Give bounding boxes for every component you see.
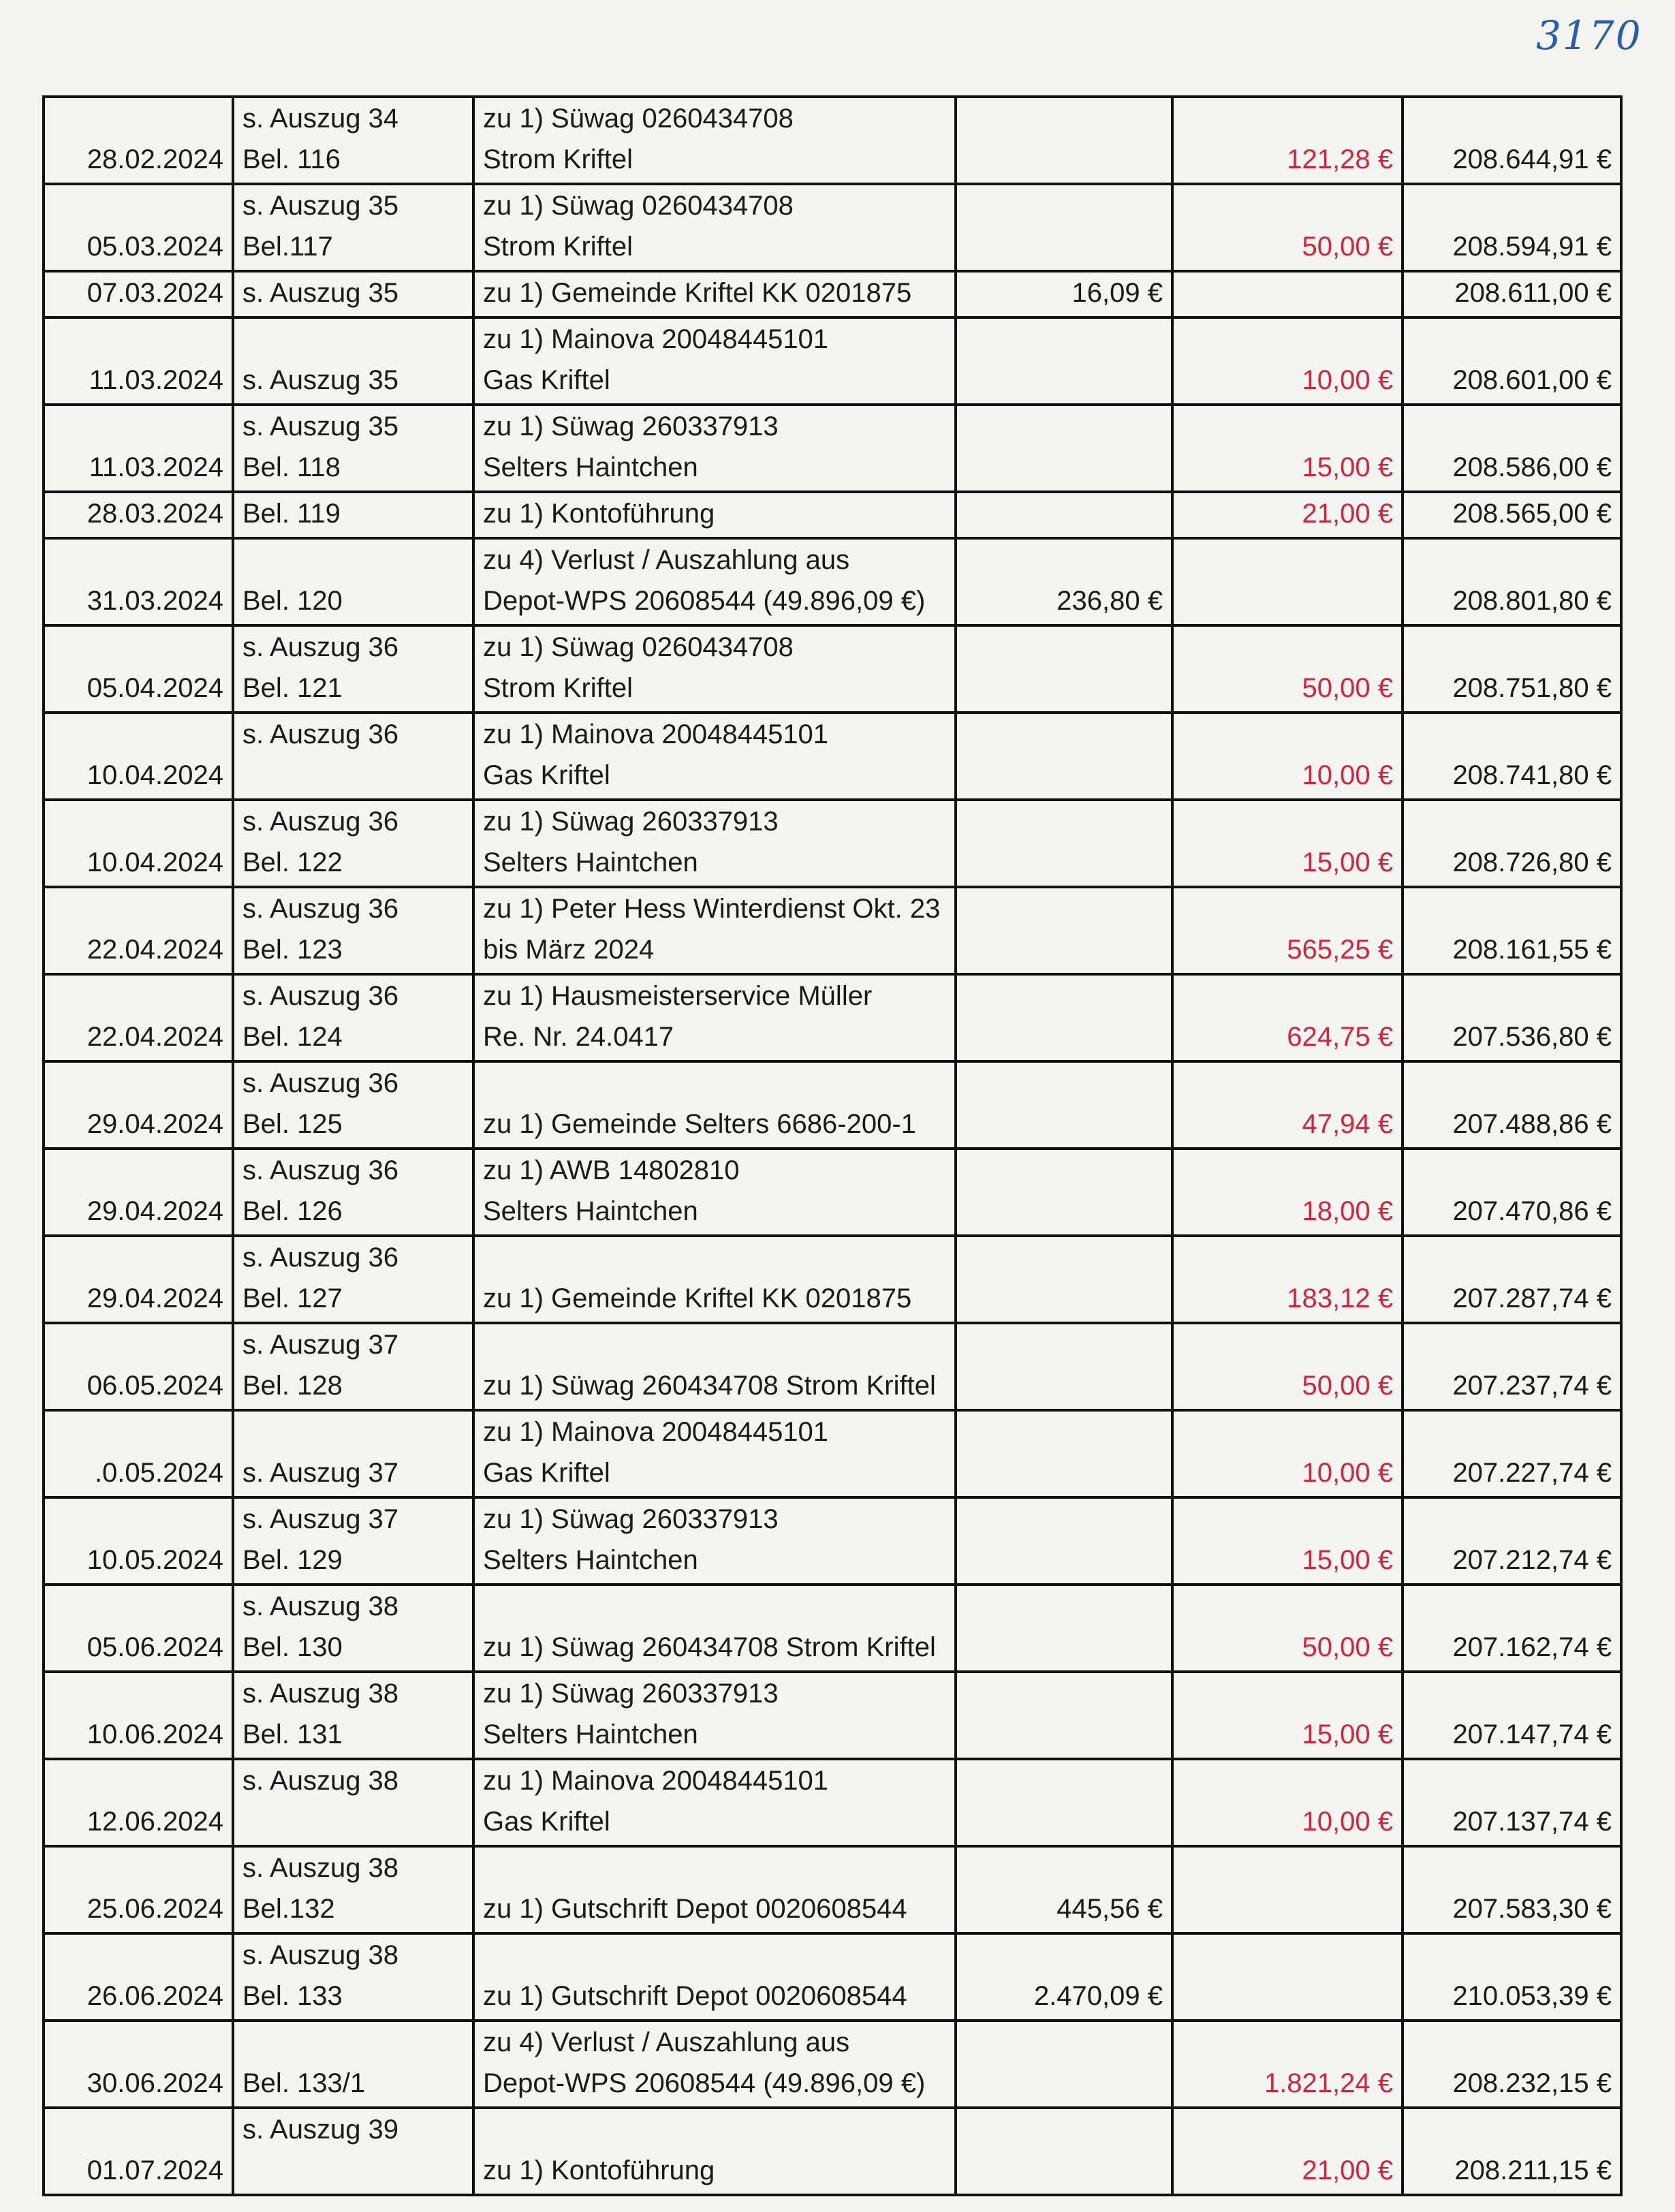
reference-cell [233,2021,473,2108]
outgoing-amount-cell: 15,00 € [1172,1497,1403,1585]
reference-cell-line: s. Auszug 35 [242,411,399,441]
reference-cell [233,887,473,974]
description-cell [473,492,956,538]
balance-cell: 207.212,74 € [1403,1497,1621,1585]
outgoing-amount-cell: 15,00 € [1172,405,1403,492]
incoming-amount-cell [956,1759,1172,1846]
reference-cell [233,1236,473,1323]
reference-cell [233,1061,473,1149]
description-cell-line: zu 1) Mainova 20048445101 [483,1766,829,1796]
balance-cell: 208.801,80 € [1403,538,1621,625]
reference-cell-line: Bel. 123 [242,935,343,965]
balance-cell: 208.211,15 € [1403,2108,1621,2195]
description-cell-line: zu 1) Süwag 260337913 [483,1679,779,1709]
description-cell [473,1846,956,1933]
reference-cell-line [242,2022,464,2063]
ledger-row [44,974,1621,1061]
date-cell: 06.05.2024 [44,1323,233,1410]
reference-cell-line: s. Auszug 36 [242,719,399,749]
description-cell [473,538,956,625]
date-cell: 05.03.2024 [44,184,233,271]
description-cell-line: zu 1) Gemeinde Selters 6686-200-1 [483,1109,916,1139]
ledger-row [44,317,1621,405]
incoming-amount-cell [956,317,1172,405]
description-cell [473,1672,956,1759]
reference-cell [233,538,473,625]
date-cell: 29.04.2024 [44,1236,233,1323]
reference-cell-line: s. Auszug 38 [242,1766,399,1796]
balance-cell: 207.147,74 € [1403,1672,1621,1759]
reference-cell-line: s. Auszug 37 [242,1504,399,1534]
ledger-row [44,1846,1621,1933]
reference-cell-line: Bel. 120 [242,586,343,616]
balance-cell: 208.565,00 € [1403,492,1621,538]
balance-cell: 208.611,00 € [1403,271,1621,317]
ledger-row [44,625,1621,713]
balance-cell: 207.287,74 € [1403,1236,1621,1323]
description-cell-line: zu 1) Süwag 0260434708 [483,104,794,134]
reference-cell-line: Bel. 129 [242,1545,343,1575]
outgoing-amount-cell [1172,271,1403,317]
balance-cell: 208.586,00 € [1403,405,1621,492]
outgoing-amount-cell: 10,00 € [1172,317,1403,405]
incoming-amount-cell: 2.470,09 € [956,1933,1172,2021]
reference-cell-line: Bel. 125 [242,1109,343,1139]
reference-cell [233,492,473,538]
description-cell [473,1236,956,1323]
reference-cell [233,271,473,317]
ledger-row [44,713,1621,800]
balance-cell: 208.161,55 € [1403,887,1621,974]
date-cell: 07.03.2024 [44,271,233,317]
reference-cell-line: s. Auszug 36 [242,894,399,924]
ledger-row [44,1410,1621,1497]
description-cell-line: zu 1) Kontoführung [483,499,715,529]
date-cell: 05.06.2024 [44,1585,233,1672]
reference-cell [233,1497,473,1585]
reference-cell-line: s. Auszug 38 [242,1853,399,1883]
description-cell-line [483,1848,946,1888]
reference-cell [233,97,473,184]
outgoing-amount-cell: 565,25 € [1172,887,1403,974]
description-cell-line: zu 1) Süwag 260337913 [483,807,779,837]
outgoing-amount-cell: 15,00 € [1172,1672,1403,1759]
outgoing-amount-cell: 1.821,24 € [1172,2021,1403,2108]
description-cell [473,184,956,271]
description-cell [473,1323,956,1410]
outgoing-amount-cell: 50,00 € [1172,1585,1403,1672]
description-cell [473,1410,956,1497]
reference-cell [233,1323,473,1410]
reference-cell-line: s. Auszug 35 [242,278,399,308]
outgoing-amount-cell: 18,00 € [1172,1149,1403,1236]
date-cell: 29.04.2024 [44,1149,233,1236]
reference-cell-line [242,2150,464,2191]
ledger-row [44,887,1621,974]
incoming-amount-cell [956,1585,1172,1672]
outgoing-amount-cell: 47,94 € [1172,1061,1403,1149]
reference-cell-line: Bel. 124 [242,1022,343,1052]
date-cell: 29.04.2024 [44,1061,233,1149]
description-cell-line: Selters Haintchen [483,1719,698,1749]
description-cell-line: zu 1) Gemeinde Kriftel KK 0201875 [483,278,912,308]
reference-cell-line: Bel. 121 [242,673,343,703]
date-cell: 30.06.2024 [44,2021,233,2108]
description-cell-line: zu 1) Kontoführung [483,2155,715,2185]
reference-cell [233,184,473,271]
ledger-row [44,405,1621,492]
description-cell [473,97,956,184]
description-cell-line: zu 1) Mainova 20048445101 [483,719,829,749]
balance-cell: 207.488,86 € [1403,1061,1621,1149]
balance-cell: 208.741,80 € [1403,713,1621,800]
reference-cell [233,800,473,887]
reference-cell [233,405,473,492]
reference-cell-line: Bel. 118 [242,452,341,482]
description-cell-line [483,2109,946,2150]
reference-cell-line [242,1412,464,1452]
balance-cell: 208.751,80 € [1403,625,1621,713]
date-cell: 26.06.2024 [44,1933,233,2021]
description-cell-line: Gas Kriftel [483,1807,610,1837]
reference-cell-line [242,540,464,580]
description-cell-line: Strom Kriftel [483,144,633,174]
description-cell-line: zu 1) Süwag 0260434708 [483,191,794,221]
outgoing-amount-cell: 121,28 € [1172,97,1403,184]
description-cell [473,1061,956,1149]
balance-cell: 207.583,30 € [1403,1846,1621,1933]
reference-cell-line: s. Auszug 36 [242,1068,399,1098]
date-cell: 22.04.2024 [44,974,233,1061]
description-cell-line: Selters Haintchen [483,452,698,482]
balance-cell: 210.053,39 € [1403,1933,1621,2021]
description-cell-line: Gas Kriftel [483,760,610,790]
incoming-amount-cell: 16,09 € [956,271,1172,317]
reference-cell [233,1149,473,1236]
reference-cell-line: s. Auszug 38 [242,1679,399,1709]
balance-cell: 207.237,74 € [1403,1323,1621,1410]
outgoing-amount-cell: 10,00 € [1172,1759,1403,1846]
description-cell [473,1149,956,1236]
reference-cell [233,1759,473,1846]
reference-cell-line: s. Auszug 36 [242,632,399,662]
reference-cell-line: s. Auszug 36 [242,1155,399,1185]
incoming-amount-cell [956,1497,1172,1585]
date-cell: .0.05.2024 [44,1410,233,1497]
date-cell: 28.03.2024 [44,492,233,538]
balance-cell: 207.162,74 € [1403,1585,1621,1672]
ledger-row [44,538,1621,625]
reference-cell-line: Bel.117 [242,232,333,262]
incoming-amount-cell [956,2108,1172,2195]
description-cell [473,2021,956,2108]
reference-cell [233,1672,473,1759]
description-cell [473,1759,956,1846]
reference-cell-line [242,755,464,796]
description-cell-line: Selters Haintchen [483,1545,698,1575]
description-cell-line: zu 1) AWB 14802810 [483,1155,740,1185]
page-number: 3170 [1536,12,1642,59]
reference-cell-line [242,1801,464,1842]
description-cell [473,887,956,974]
outgoing-amount-cell [1172,538,1403,625]
date-cell: 22.04.2024 [44,887,233,974]
description-cell [473,271,956,317]
balance-cell: 208.644,91 € [1403,97,1621,184]
description-cell-line: Strom Kriftel [483,673,633,703]
reference-cell-line: Bel. 128 [242,1371,343,1401]
reference-cell-line: Bel. 122 [242,847,343,877]
ledger-table [42,95,1623,2196]
outgoing-amount-cell: 50,00 € [1172,625,1403,713]
ledger-row [44,97,1621,184]
description-cell-line: Selters Haintchen [483,1196,698,1226]
description-cell-line: zu 1) Mainova 20048445101 [483,1417,829,1447]
description-cell-line: Depot-WPS 20608544 (49.896,09 €) [483,586,926,616]
description-cell [473,405,956,492]
date-cell: 28.02.2024 [44,97,233,184]
description-cell-line [483,1324,946,1365]
outgoing-amount-cell [1172,1933,1403,2021]
reference-cell [233,1585,473,1672]
reference-cell [233,317,473,405]
incoming-amount-cell [956,97,1172,184]
description-cell-line: zu 4) Verlust / Auszahlung aus [483,545,850,575]
description-cell-line: zu 1) Süwag 260337913 [483,1504,779,1534]
reference-cell-line: Bel. 131 [242,1719,343,1749]
balance-cell: 208.594,91 € [1403,184,1621,271]
reference-cell [233,1410,473,1497]
description-cell [473,800,956,887]
ledger-row [44,1236,1621,1323]
balance-cell: 208.726,80 € [1403,800,1621,887]
description-cell-line: zu 1) Peter Hess Winterdienst Okt. 23 [483,894,941,924]
ledger-row [44,1323,1621,1410]
reference-cell [233,1933,473,2021]
outgoing-amount-cell [1172,1846,1403,1933]
date-cell: 12.06.2024 [44,1759,233,1846]
ledger-row [44,1933,1621,2021]
description-cell-line: Selters Haintchen [483,847,698,877]
date-cell: 25.06.2024 [44,1846,233,1933]
description-cell-line [483,1237,946,1278]
incoming-amount-cell [956,1236,1172,1323]
reference-cell-line: Bel. 126 [242,1196,343,1226]
description-cell-line: Re. Nr. 24.0417 [483,1022,674,1052]
reference-cell-line: Bel. 133/1 [242,2068,366,2098]
description-cell-line: Strom Kriftel [483,232,633,262]
reference-cell-line: Bel.132 [242,1894,335,1924]
outgoing-amount-cell: 21,00 € [1172,2108,1403,2195]
description-cell-line: zu 1) Gutschrift Depot 0020608544 [483,1981,907,2011]
reference-cell [233,974,473,1061]
incoming-amount-cell [956,1672,1172,1759]
incoming-amount-cell [956,184,1172,271]
outgoing-amount-cell: 50,00 € [1172,1323,1403,1410]
reference-cell-line: Bel. 116 [242,144,341,174]
description-cell [473,1497,956,1585]
date-cell: 10.05.2024 [44,1497,233,1585]
reference-cell-line: s. Auszug 35 [242,191,399,221]
balance-cell: 207.470,86 € [1403,1149,1621,1236]
reference-cell-line: Bel. 130 [242,1632,343,1662]
balance-cell: 207.536,80 € [1403,974,1621,1061]
reference-cell [233,2108,473,2195]
reference-cell-line: s. Auszug 37 [242,1458,399,1488]
reference-cell-line: s. Auszug 38 [242,1591,399,1621]
date-cell: 01.07.2024 [44,2108,233,2195]
ledger-row [44,1759,1621,1846]
reference-cell-line: s. Auszug 38 [242,1940,399,1970]
incoming-amount-cell [956,405,1172,492]
description-cell-line: zu 1) Süwag 260434708 Strom Kriftel [483,1632,936,1662]
reference-cell [233,713,473,800]
outgoing-amount-cell: 15,00 € [1172,800,1403,887]
incoming-amount-cell [956,800,1172,887]
incoming-amount-cell [956,625,1172,713]
outgoing-amount-cell: 624,75 € [1172,974,1403,1061]
incoming-amount-cell [956,974,1172,1061]
balance-cell: 208.232,15 € [1403,2021,1621,2108]
reference-cell-line: s. Auszug 37 [242,1330,399,1360]
reference-cell-line: Bel. 127 [242,1283,343,1313]
incoming-amount-cell: 445,56 € [956,1846,1172,1933]
description-cell-line: zu 1) Süwag 260337913 [483,411,779,441]
description-cell-line: Gas Kriftel [483,1458,610,1488]
description-cell-line: zu 1) Hausmeisterservice Müller [483,981,873,1011]
date-cell: 11.03.2024 [44,317,233,405]
date-cell: 31.03.2024 [44,538,233,625]
description-cell [473,974,956,1061]
ledger-row [44,1585,1621,1672]
ledger-row [44,1149,1621,1236]
outgoing-amount-cell: 10,00 € [1172,713,1403,800]
ledger-row [44,1497,1621,1585]
description-cell [473,2108,956,2195]
description-cell [473,1933,956,2021]
description-cell-line: zu 4) Verlust / Auszahlung aus [483,2027,850,2057]
reference-cell [233,625,473,713]
ledger-row [44,1061,1621,1149]
description-cell [473,317,956,405]
ledger-row [44,2108,1621,2195]
date-cell: 05.04.2024 [44,625,233,713]
ledger-row [44,2021,1621,2108]
description-cell-line: zu 1) Süwag 260434708 Strom Kriftel [483,1371,936,1401]
description-cell-line [483,1935,946,1976]
ledger-body [44,97,1621,2195]
date-cell: 10.06.2024 [44,1672,233,1759]
incoming-amount-cell [956,713,1172,800]
ledger-row [44,800,1621,887]
balance-cell: 207.227,74 € [1403,1410,1621,1497]
balance-cell: 208.601,00 € [1403,317,1621,405]
description-cell [473,625,956,713]
description-cell-line [483,1063,946,1104]
incoming-amount-cell [956,2021,1172,2108]
ledger-row [44,184,1621,271]
incoming-amount-cell [956,1061,1172,1149]
description-cell-line: zu 1) Süwag 0260434708 [483,632,794,662]
reference-cell-line: s. Auszug 36 [242,981,399,1011]
description-cell-line: zu 1) Gutschrift Depot 0020608544 [483,1894,907,1924]
ledger-row [44,1672,1621,1759]
outgoing-amount-cell: 10,00 € [1172,1410,1403,1497]
description-cell-line: Depot-WPS 20608544 (49.896,09 €) [483,2068,926,2098]
outgoing-amount-cell: 183,12 € [1172,1236,1403,1323]
reference-cell-line: s. Auszug 36 [242,1243,399,1273]
reference-cell-line: s. Auszug 36 [242,807,399,837]
incoming-amount-cell [956,1323,1172,1410]
date-cell: 10.04.2024 [44,800,233,887]
outgoing-amount-cell: 50,00 € [1172,184,1403,271]
ledger-row [44,492,1621,538]
reference-cell-line [242,319,464,360]
reference-cell-line: Bel. 119 [242,499,341,529]
description-cell [473,1585,956,1672]
outgoing-amount-cell: 21,00 € [1172,492,1403,538]
description-cell-line: bis März 2024 [483,935,655,965]
reference-cell-line: s. Auszug 35 [242,365,399,395]
incoming-amount-cell [956,1149,1172,1236]
reference-cell-line: Bel. 133 [242,1981,343,2011]
reference-cell-line: s. Auszug 39 [242,2115,399,2145]
ledger-row [44,271,1621,317]
description-cell-line: zu 1) Gemeinde Kriftel KK 0201875 [483,1283,912,1313]
incoming-amount-cell: 236,80 € [956,538,1172,625]
description-cell-line: zu 1) Mainova 20048445101 [483,324,829,354]
date-cell: 10.04.2024 [44,713,233,800]
balance-cell: 207.137,74 € [1403,1759,1621,1846]
description-cell [473,713,956,800]
incoming-amount-cell [956,887,1172,974]
date-cell: 11.03.2024 [44,405,233,492]
incoming-amount-cell [956,1410,1172,1497]
incoming-amount-cell [956,492,1172,538]
reference-cell-line: s. Auszug 34 [242,104,399,134]
description-cell-line [483,1586,946,1627]
description-cell-line: Gas Kriftel [483,365,610,395]
reference-cell [233,1846,473,1933]
